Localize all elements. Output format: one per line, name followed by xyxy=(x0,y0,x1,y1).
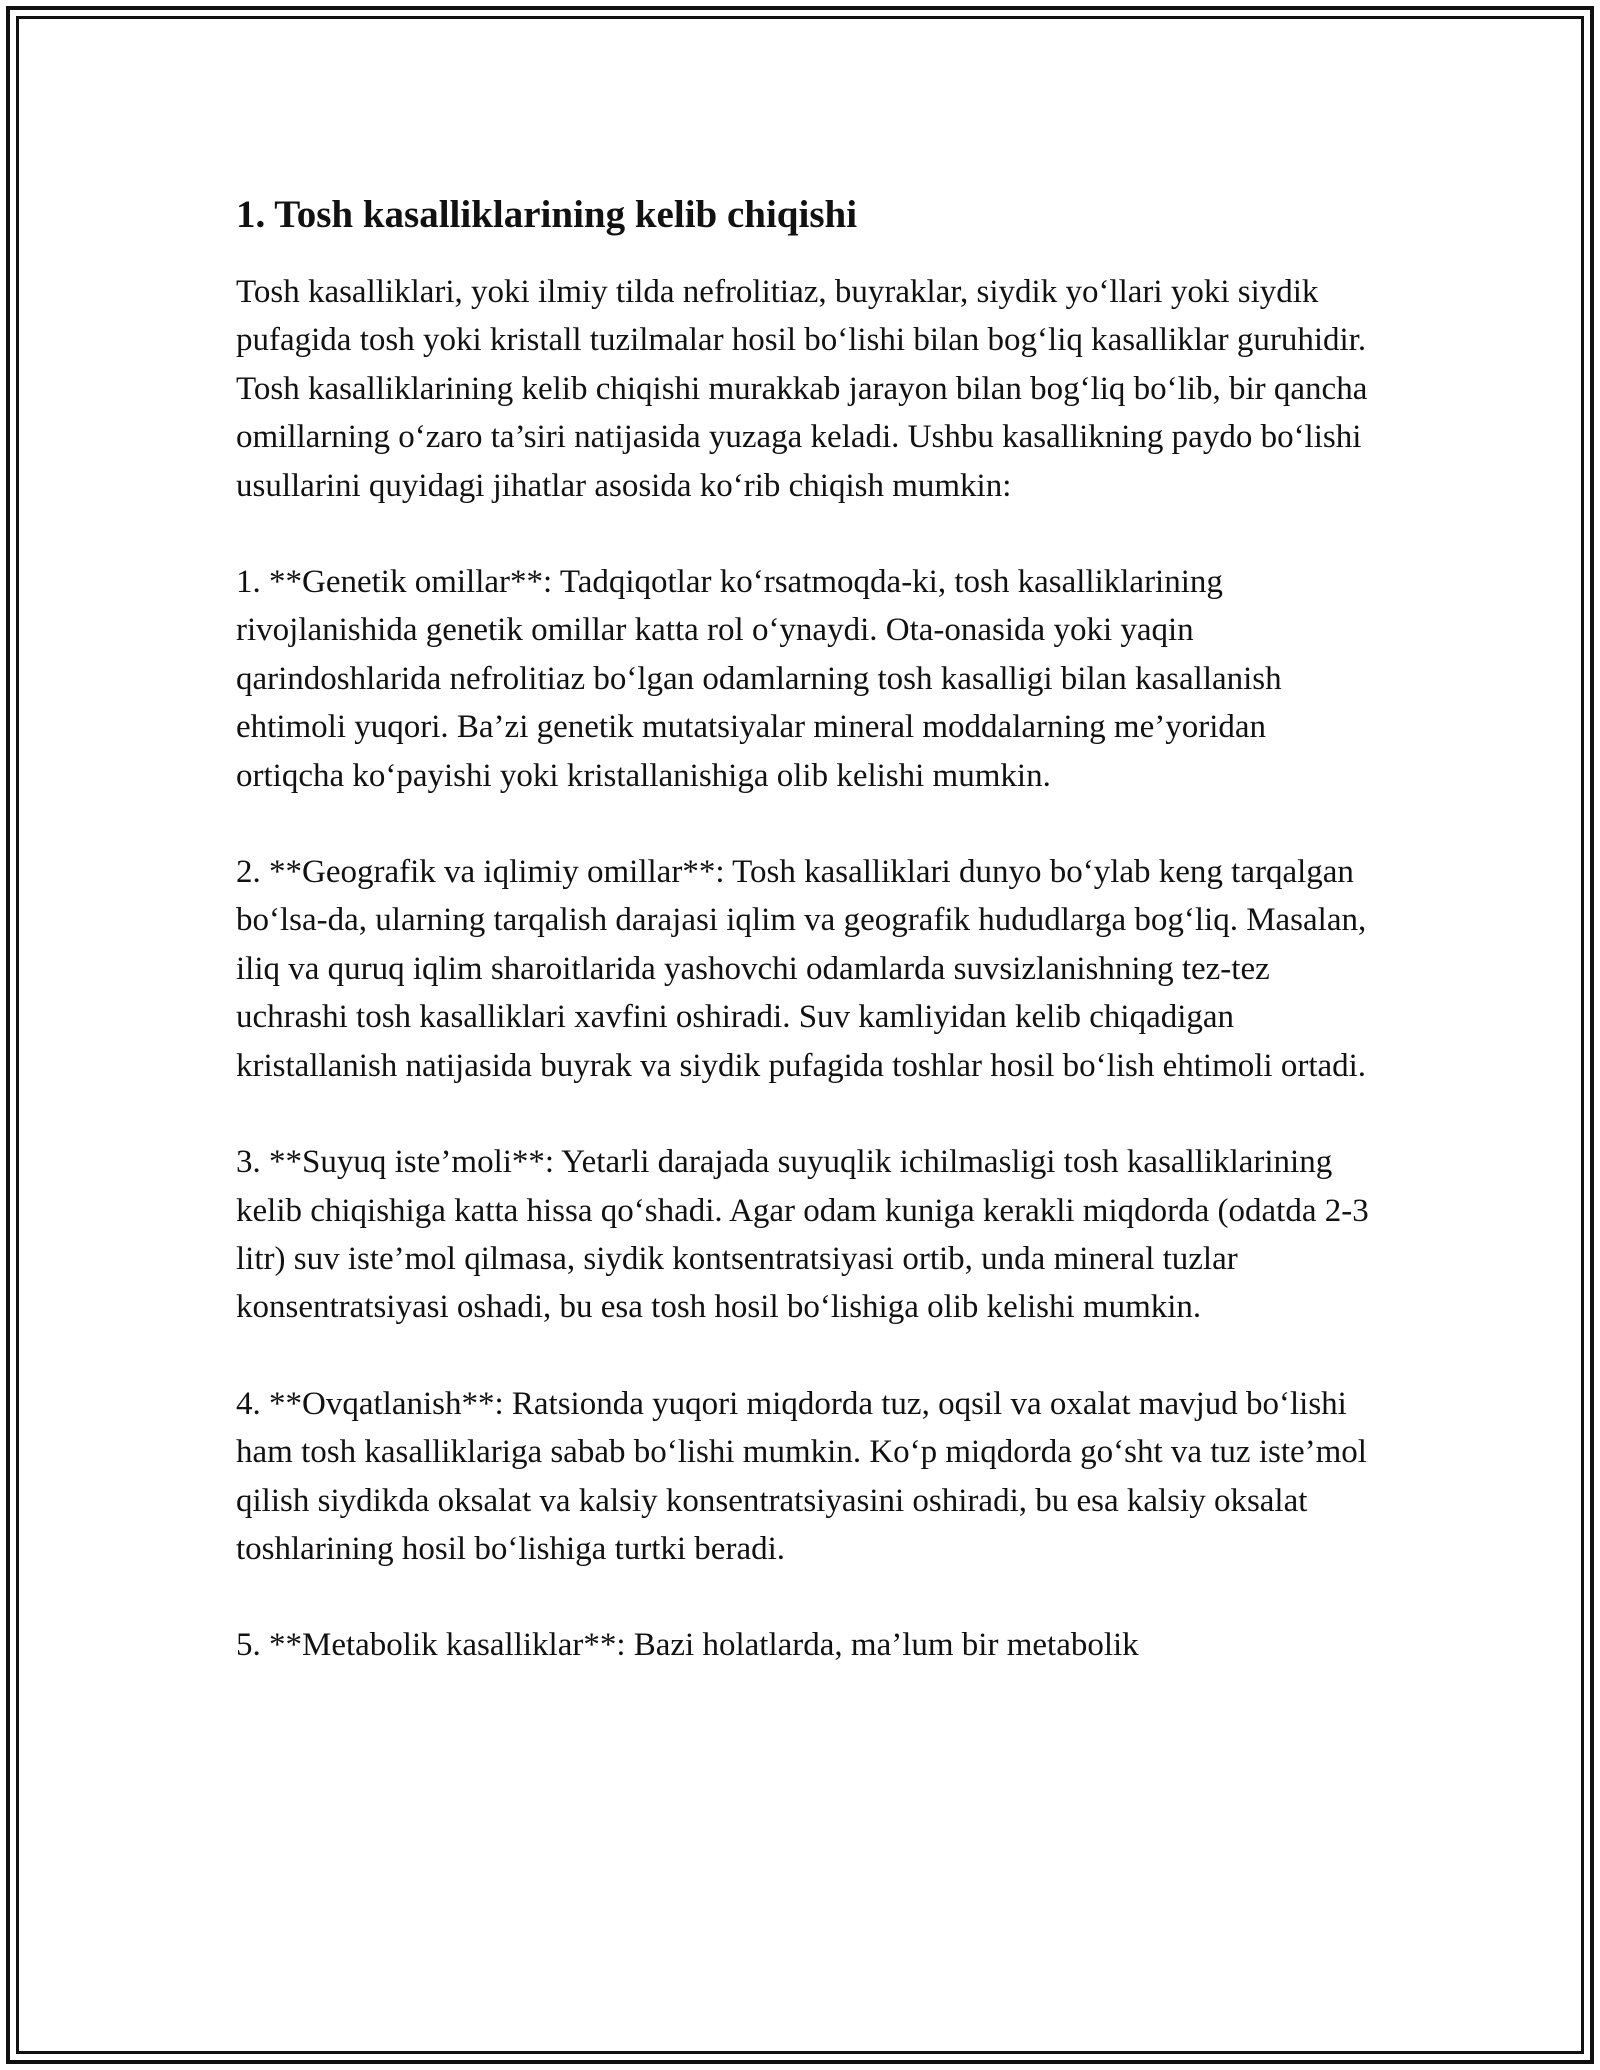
list-item-metabolic-diseases: 5. **Metabolik kasalliklar**: Bazi holatlarda, ma’lum bir metabolik xyxy=(236,1627,1139,1664)
list-item-geographic-factors: 2. **Geografik va iqlimiy omillar**: Tosh kasalliklari dunyo bo‘ylab keng tarqalgan bo‘lsa-da, ularning tarqalish darajasi iqlim va geografik hududlarga bog‘liq. Masalan, iliq va quruq iqlim sharoitlarida yashovchi odamlarda suvsizlanishning tez-tez uchrashi tosh kasalliklari xavfini oshiradi. Suv kamliyidan kelib chiqadigan kristallanish natijasida buyrak va siydik pufagida toshlar hosil bo‘lish ehtimoli ortadi. xyxy=(236,854,1367,1084)
list-item-nutrition: 4. **Ovqatlanish**: Ratsionda yuqori miqdorda tuz, oqsil va oxalat mavjud bo‘lishi ham tosh kasalliklariga sabab bo‘lishi mumkin. Ko‘p miqdorda go‘sht va tuz iste’mol qilish siydikda oksalat va kalsiy konsentratsiyasini oshiradi, bu esa kalsiy oksalat toshlarining hosil bo‘lishiga turtki beradi. xyxy=(236,1385,1367,1567)
intro-paragraph: Tosh kasalliklari, yoki ilmiy tilda nefrolitiaz, buyraklar, siydik yo‘llari yoki siydik pufagida tosh yoki kristall tuzilmalar hosil bo‘lishi bilan bog‘liq kasalliklar guruhidir. Tosh kasalliklarining kelib chiqishi murakkab jarayon bilan bog‘liq bo‘lib, bir qancha omillarning o‘zaro ta’siri natijasida yuzaga keladi. Ushbu kasallikning paydo bo‘lishi usullarini quyidagi jihatlar asosida ko‘rib chiqish mumkin: xyxy=(236,274,1368,504)
section-heading: 1. Tosh kasalliklarining kelib chiqishi xyxy=(236,193,858,236)
list-item-fluid-intake: 3. **Suyuq iste’moli**: Yetarli darajada suyuqlik ichilmasligi tosh kasalliklarining kelib chiqishiga katta hissa qo‘shadi. Agar odam kuniga kerakli miqdorda (odatda 2-3 litr) suv iste’mol qilmasa, siydik kontsentratsiyasi ortib, unda mineral tuzlar konsentratsiyasi oshadi, bu esa tosh hosil bo‘lishiga olib kelishi mumkin. xyxy=(236,1144,1369,1326)
list-item-genetic-factors: 1. **Genetik omillar**: Tadqiqotlar ko‘rsatmoqda-ki, tosh kasalliklarining rivojlanishida genetik omillar katta rol o‘ynaydi. Ota-onasida yoki yaqin qarindoshlarida nefrolitiaz bo‘lgan odamlarning tosh kasalligi bilan kasallanish ehtimoli yuqori. Ba’zi genetik mutatsiyalar mineral moddalarning me’yoridan ortiqcha ko‘payishi yoki kristallanishiga olib kelishi mumkin. xyxy=(236,564,1282,794)
document-body xyxy=(236,186,1376,1670)
